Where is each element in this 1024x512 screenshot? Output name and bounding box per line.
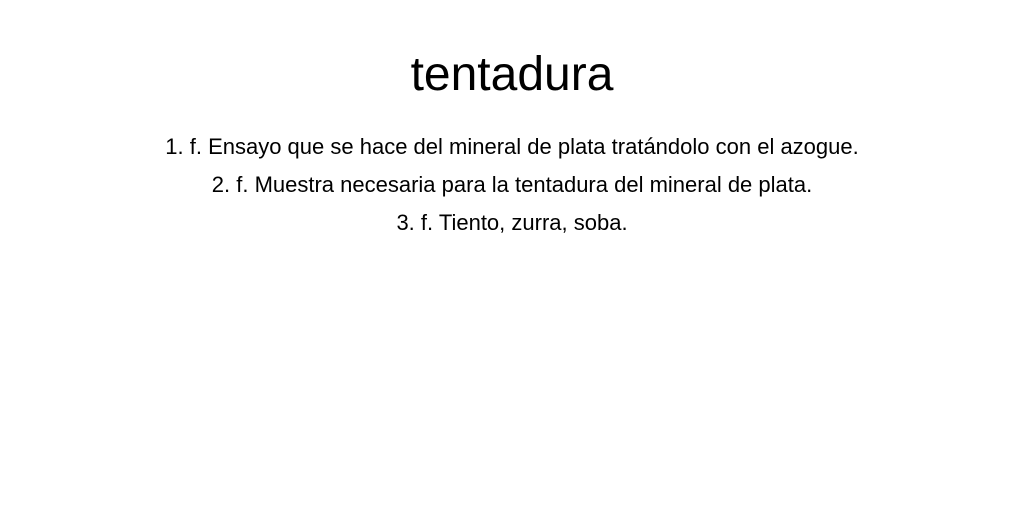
headword-title: tentadura — [410, 48, 614, 101]
definition-item: 1. f. Ensayo que se hace del mineral de plata tratándolo con el azogue. — [165, 134, 859, 159]
definition-item: 3. f. Tiento, zurra, soba. — [396, 210, 628, 235]
definition-list — [0, 128, 1024, 242]
definition-item: 2. f. Muestra necesaria para la tentadura del mineral de plata. — [211, 172, 813, 197]
